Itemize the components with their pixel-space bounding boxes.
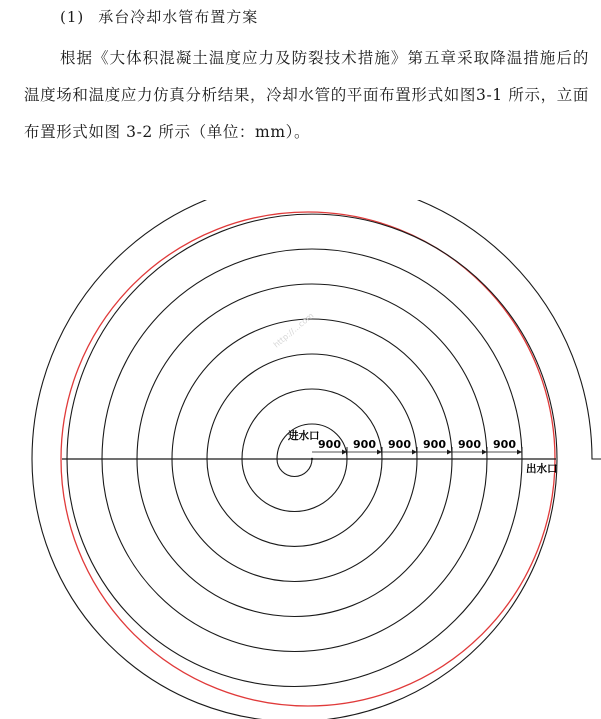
dimension-label: 900	[353, 438, 376, 451]
section-number: (1)	[60, 8, 85, 26]
cooling-pipe-plan-diagram	[0, 200, 601, 719]
dimension-label: 900	[458, 438, 481, 451]
body-paragraph: 根据《大体积混凝土温度应力及防裂技术措施》第五章采取降温措施后的温度场和温度应力仿真分析结果，冷却水管的平面布置形式如图3-1 所示，立面布置形式如图 3-2 所示（单位：mm）。	[24, 49, 589, 141]
dimension-arrow	[517, 450, 522, 455]
outlet-label: 出水口	[526, 463, 558, 475]
spacing-dimensions	[318, 438, 522, 459]
dimension-label: 900	[493, 438, 516, 451]
spiral-center-dot	[311, 458, 313, 460]
dimension-label: 900	[388, 438, 411, 451]
inlet-label: 进水口	[288, 430, 320, 442]
section-title: 承台冷却水管布置方案	[98, 8, 259, 26]
watermark: http://...com	[271, 310, 316, 350]
dimension-label: 900	[318, 438, 341, 451]
section-heading	[60, 6, 258, 27]
dimension-label: 900	[423, 438, 446, 451]
